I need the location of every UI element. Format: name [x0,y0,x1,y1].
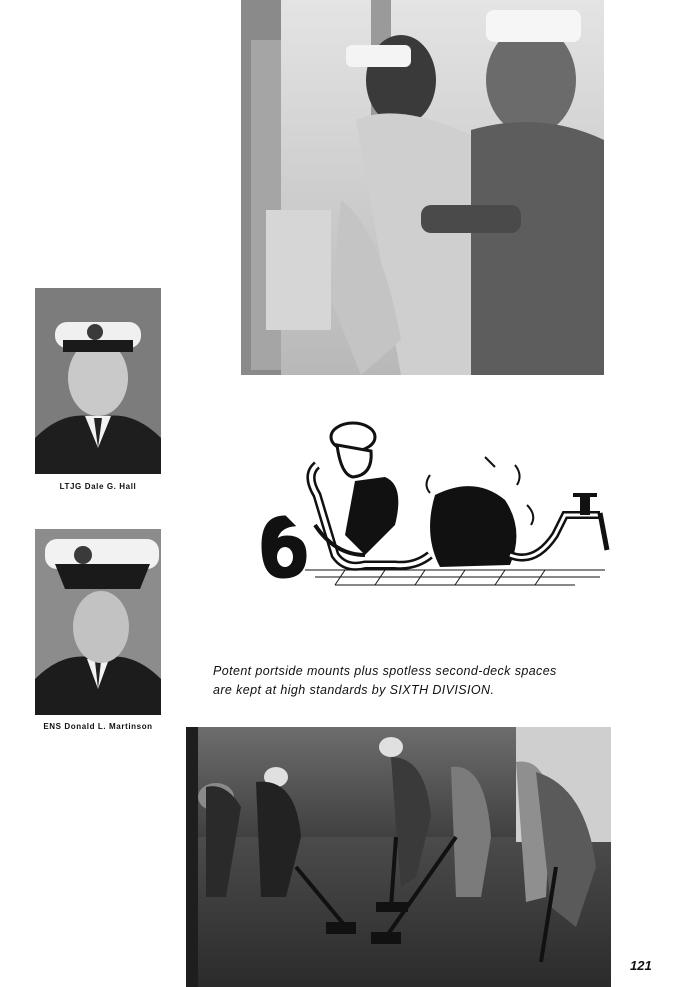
officer-portrait-photo [35,529,161,715]
sixth-division-cartoon [255,405,615,595]
portrait-martinson [35,529,161,715]
page-number: 121 [630,958,652,973]
portrait-caption-hall: LTJG Dale G. Hall [59,482,137,491]
sailors-cleaning-gun-mount-photo [241,0,604,375]
officer-portrait-photo [35,288,161,474]
portrait-hall [35,288,161,474]
sailor-scrubbing-cartoon-icon [255,405,615,595]
sailors-swabbing-deck-photo [186,727,611,987]
caption-line-2: are kept at high standards by SIXTH DIVISION. [213,683,495,697]
deck-swabbing-photo [186,727,611,987]
photo-caption [213,662,603,700]
caption-line-1: Potent portside mounts plus spotless second-deck spaces [213,664,557,678]
portrait-caption-martinson: ENS Donald L. Martinson [43,722,153,731]
gun-mount-photo [241,0,604,375]
